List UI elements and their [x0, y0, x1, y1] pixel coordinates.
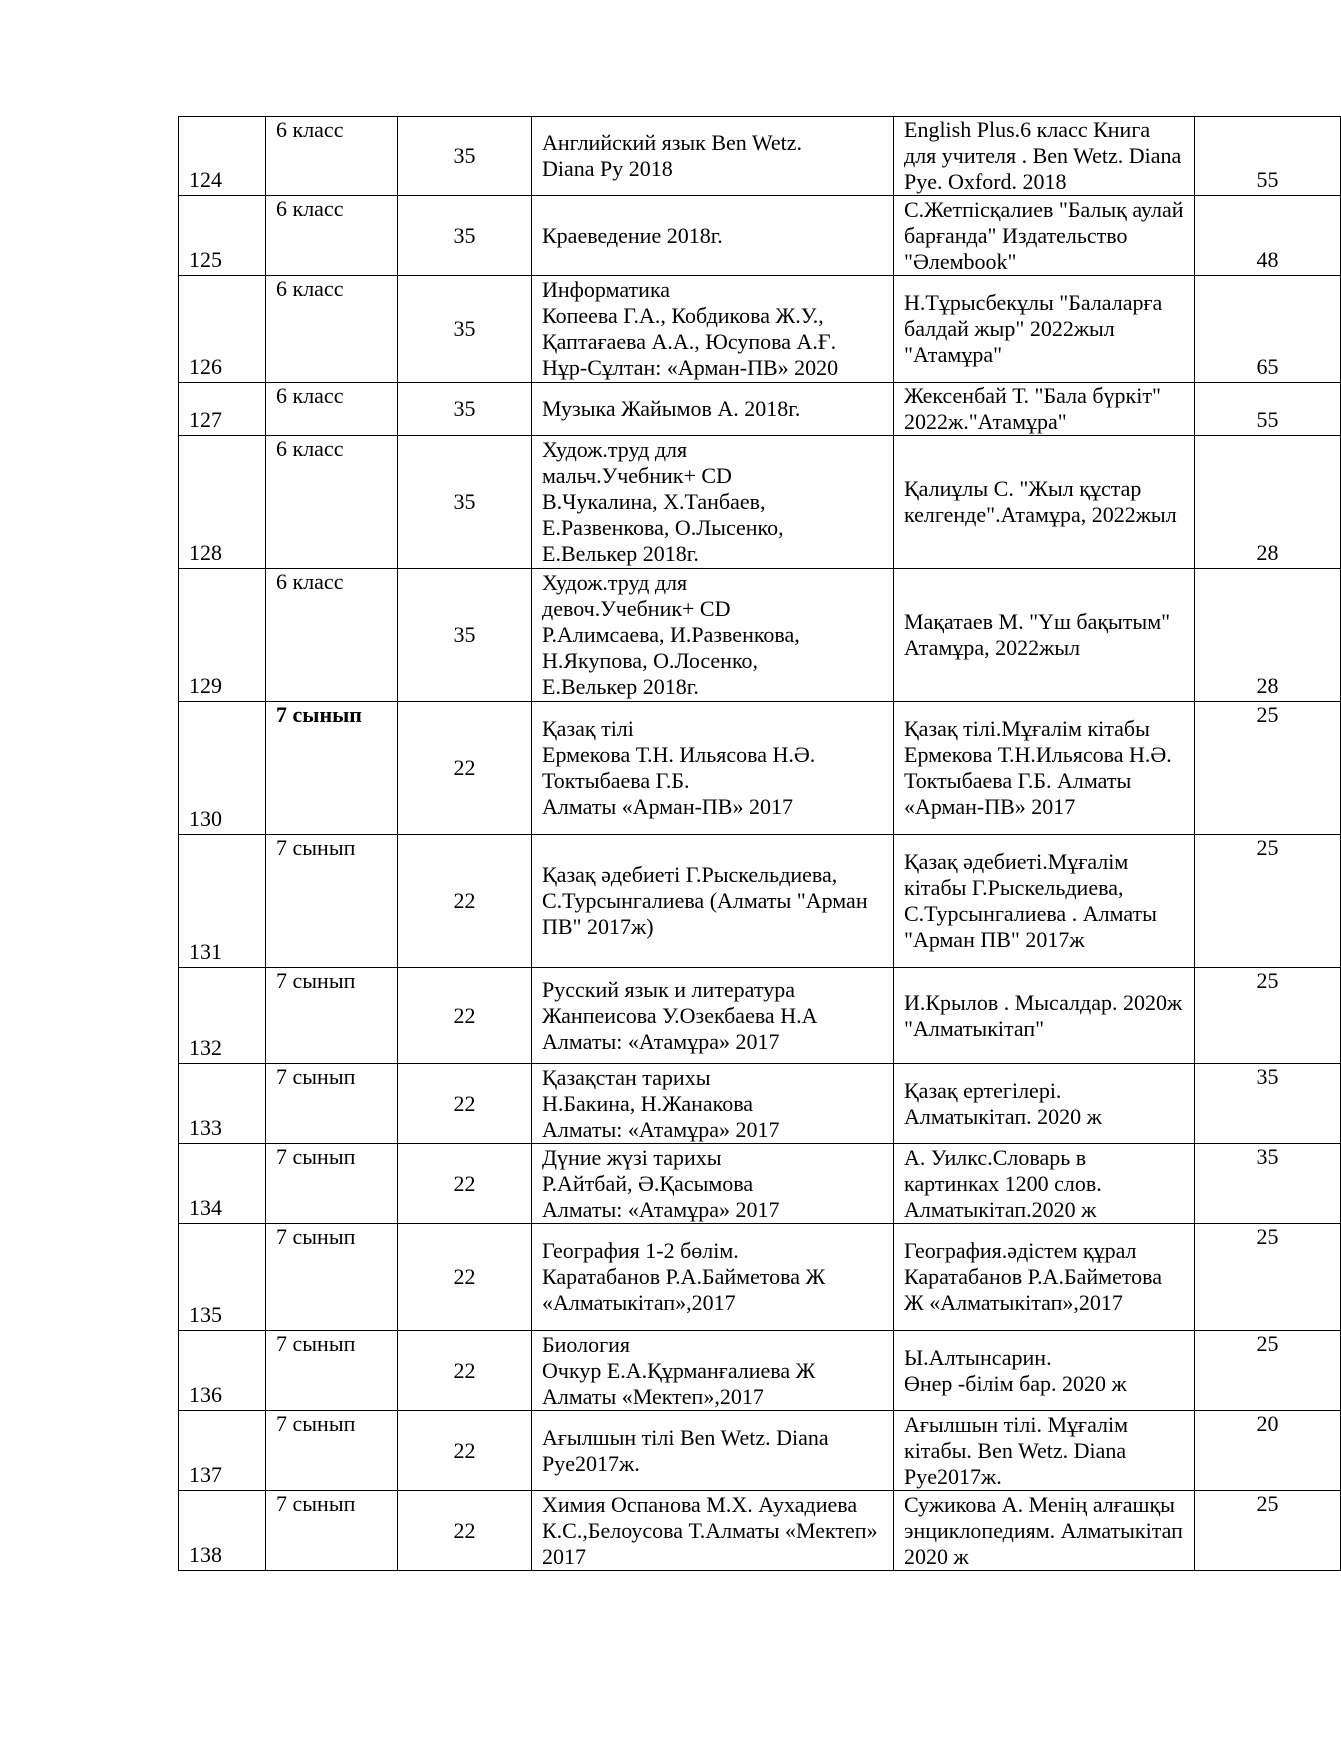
hours-cell: 22 [398, 835, 532, 968]
teacher-book-cell: География.әдістем құрал Каратабанов Р.А.Байметова Ж «Алматыкітап»,2017 [894, 1224, 1195, 1331]
hours-cell: 22 [398, 702, 532, 835]
quantity-cell: 55 [1195, 117, 1341, 196]
textbook-cell: Музыка Жайымов А. 2018г. [532, 383, 894, 436]
hours-cell: 35 [398, 117, 532, 196]
row-number: 137 [179, 1411, 266, 1491]
quantity-cell: 25 [1195, 1491, 1341, 1571]
hours-cell: 35 [398, 569, 532, 702]
row-number: 133 [179, 1064, 266, 1144]
textbook-cell: География 1-2 бөлім. Каратабанов Р.А.Байметова Ж «Алматыкітап»,2017 [532, 1224, 894, 1331]
teacher-book-cell: Қазақ тілі.Мұғалім кітабы Ермекова Т.Н.Ильясова Н.Ә. Токтыбаева Г.Б. Алматы «Арман-ПВ» 2017 [894, 702, 1195, 835]
textbook-cell: Худож.труд для мальч.Учебник+ CD В.Чукалина, Х.Танбаев, Е.Развенкова, О.Лысенко, Е.Велькер 2018г. [532, 436, 894, 569]
hours-cell: 22 [398, 1064, 532, 1144]
hours-cell: 22 [398, 1491, 532, 1571]
grade-cell: 6 класс [266, 436, 398, 569]
row-number: 136 [179, 1331, 266, 1411]
grade-cell: 6 класс [266, 276, 398, 383]
hours-cell: 22 [398, 1331, 532, 1411]
row-number: 134 [179, 1144, 266, 1224]
hours-cell: 35 [398, 383, 532, 436]
teacher-book-cell: А. Уилкс.Словарь в картинках 1200 слов. Алматыкітап.2020 ж [894, 1144, 1195, 1224]
textbook-cell: Биология Очкур Е.А.Құрманғалиева Ж Алматы «Мектеп»,2017 [532, 1331, 894, 1411]
table-row [179, 1411, 1341, 1491]
grade-cell: 6 класс [266, 196, 398, 276]
row-number: 127 [179, 383, 266, 436]
quantity-cell: 25 [1195, 968, 1341, 1064]
grade-cell: 7 сынып [266, 1491, 398, 1571]
hours-cell: 22 [398, 968, 532, 1064]
grade-cell: 7 сынып [266, 1331, 398, 1411]
textbook-cell: Қазақ тілі Ермекова Т.Н. Ильясова Н.Ә. Токтыбаева Г.Б. Алматы «Арман-ПВ» 2017 [532, 702, 894, 835]
teacher-book-cell: С.Жетпісқалиев "Балық аулай барғанда" Издательство "Әлемbook" [894, 196, 1195, 276]
grade-cell: 7 сынып [266, 835, 398, 968]
hours-cell: 22 [398, 1224, 532, 1331]
textbook-cell: Английский язык Ben Wetz. Diana Py 2018 [532, 117, 894, 196]
table-row [179, 1224, 1341, 1331]
teacher-book-cell: Мақатаев М. "Үш бақытым" Атамұра, 2022жыл [894, 569, 1195, 702]
table-row [179, 1331, 1341, 1411]
row-number: 135 [179, 1224, 266, 1331]
textbook-cell: Қазақстан тарихы Н.Бакина, Н.Жанакова Алматы: «Атамұра» 2017 [532, 1064, 894, 1144]
grade-cell: 6 класс [266, 569, 398, 702]
textbook-cell: Русский язык и литература Жанпеисова У.Озекбаева Н.А Алматы: «Атамұра» 2017 [532, 968, 894, 1064]
teacher-book-cell: Қазақ ертегілері. Алматыкітап. 2020 ж [894, 1064, 1195, 1144]
table-row [179, 1144, 1341, 1224]
quantity-cell: 25 [1195, 702, 1341, 835]
hours-cell: 35 [398, 436, 532, 569]
teacher-book-cell: Жексенбай Т. "Бала бүркіт" 2022ж."Атамұра" [894, 383, 1195, 436]
row-number: 124 [179, 117, 266, 196]
quantity-cell: 28 [1195, 436, 1341, 569]
table-row [179, 835, 1341, 968]
textbook-cell: Химия Оспанова М.Х. Аухадиева К.С.,Белоусова Т.Алматы «Мектеп» 2017 [532, 1491, 894, 1571]
row-number: 128 [179, 436, 266, 569]
quantity-cell: 28 [1195, 569, 1341, 702]
table-row [179, 569, 1341, 702]
table-row [179, 117, 1341, 196]
grade-cell: 6 класс [266, 117, 398, 196]
table-row [179, 968, 1341, 1064]
teacher-book-cell: И.Крылов . Мысалдар. 2020ж "Алматыкітап" [894, 968, 1195, 1064]
hours-cell: 35 [398, 196, 532, 276]
textbook-cell: Ағылшын тілі Ben Wetz. Diana Pye2017ж. [532, 1411, 894, 1491]
grade-cell: 7 сынып [266, 968, 398, 1064]
textbook-cell: Худож.труд для девоч.Учебник+ CD Р.Алимсаева, И.Развенкова, Н.Якупова, О.Лосенко, Е.Велькер 2018г. [532, 569, 894, 702]
row-number: 126 [179, 276, 266, 383]
quantity-cell: 20 [1195, 1411, 1341, 1491]
row-number: 138 [179, 1491, 266, 1571]
quantity-cell: 25 [1195, 1224, 1341, 1331]
teacher-book-cell: Ағылшын тілі. Мұғалім кітабы. Ben Wetz. Diana Pye2017ж. [894, 1411, 1195, 1491]
teacher-book-cell: English Plus.6 класс Книга для учителя . Ben Wetz. Diana Pye. Oxford. 2018 [894, 117, 1195, 196]
row-number: 125 [179, 196, 266, 276]
table-row [179, 383, 1341, 436]
table-row [179, 702, 1341, 835]
quantity-cell: 55 [1195, 383, 1341, 436]
teacher-book-cell: Н.Тұрысбекұлы "Балаларға балдай жыр" 2022жыл "Атамұра" [894, 276, 1195, 383]
quantity-cell: 48 [1195, 196, 1341, 276]
row-number: 129 [179, 569, 266, 702]
quantity-cell: 35 [1195, 1064, 1341, 1144]
teacher-book-cell: Қалиұлы С. "Жыл құстар келгенде".Атамұра, 2022жыл [894, 436, 1195, 569]
table-row [179, 436, 1341, 569]
teacher-book-cell: Қазақ әдебиеті.Мұғалім кітабы Г.Рыскельдиева, С.Турсынгалиева . Алматы "Арман ПВ" 2017ж [894, 835, 1195, 968]
table-row [179, 276, 1341, 383]
table-row [179, 1491, 1341, 1571]
row-number: 132 [179, 968, 266, 1064]
table-row [179, 196, 1341, 276]
teacher-book-cell: Ы.Алтынсарин. Өнер -білім бар. 2020 ж [894, 1331, 1195, 1411]
grade-cell: 7 сынып [266, 1224, 398, 1331]
quantity-cell: 65 [1195, 276, 1341, 383]
grade-cell: 7 сынып [266, 1144, 398, 1224]
quantity-cell: 25 [1195, 1331, 1341, 1411]
grade-cell: 7 сынып [266, 702, 398, 835]
textbook-cell: Информатика Копеева Г.А., Кобдикова Ж.У., Қаптағаева А.А., Юсупова А.Ғ. Нұр-Сұлтан: «Арман-ПВ» 2020 [532, 276, 894, 383]
textbook-table [178, 116, 1341, 1571]
quantity-cell: 35 [1195, 1144, 1341, 1224]
teacher-book-cell: Сужикова А. Менің алғашқы энциклопедиям. Алматыкітап 2020 ж [894, 1491, 1195, 1571]
grade-cell: 6 класс [266, 383, 398, 436]
textbook-cell: Дүние жүзі тарихы Р.Айтбай, Ә.Қасымова Алматы: «Атамұра» 2017 [532, 1144, 894, 1224]
row-number: 131 [179, 835, 266, 968]
hours-cell: 22 [398, 1144, 532, 1224]
grade-cell: 7 сынып [266, 1411, 398, 1491]
textbook-cell: Краеведение 2018г. [532, 196, 894, 276]
grade-cell: 7 сынып [266, 1064, 398, 1144]
table-row [179, 1064, 1341, 1144]
hours-cell: 35 [398, 276, 532, 383]
hours-cell: 22 [398, 1411, 532, 1491]
textbook-cell: Қазақ әдебиеті Г.Рыскельдиева, С.Турсынгалиева (Алматы "Арман ПВ" 2017ж) [532, 835, 894, 968]
row-number: 130 [179, 702, 266, 835]
quantity-cell: 25 [1195, 835, 1341, 968]
